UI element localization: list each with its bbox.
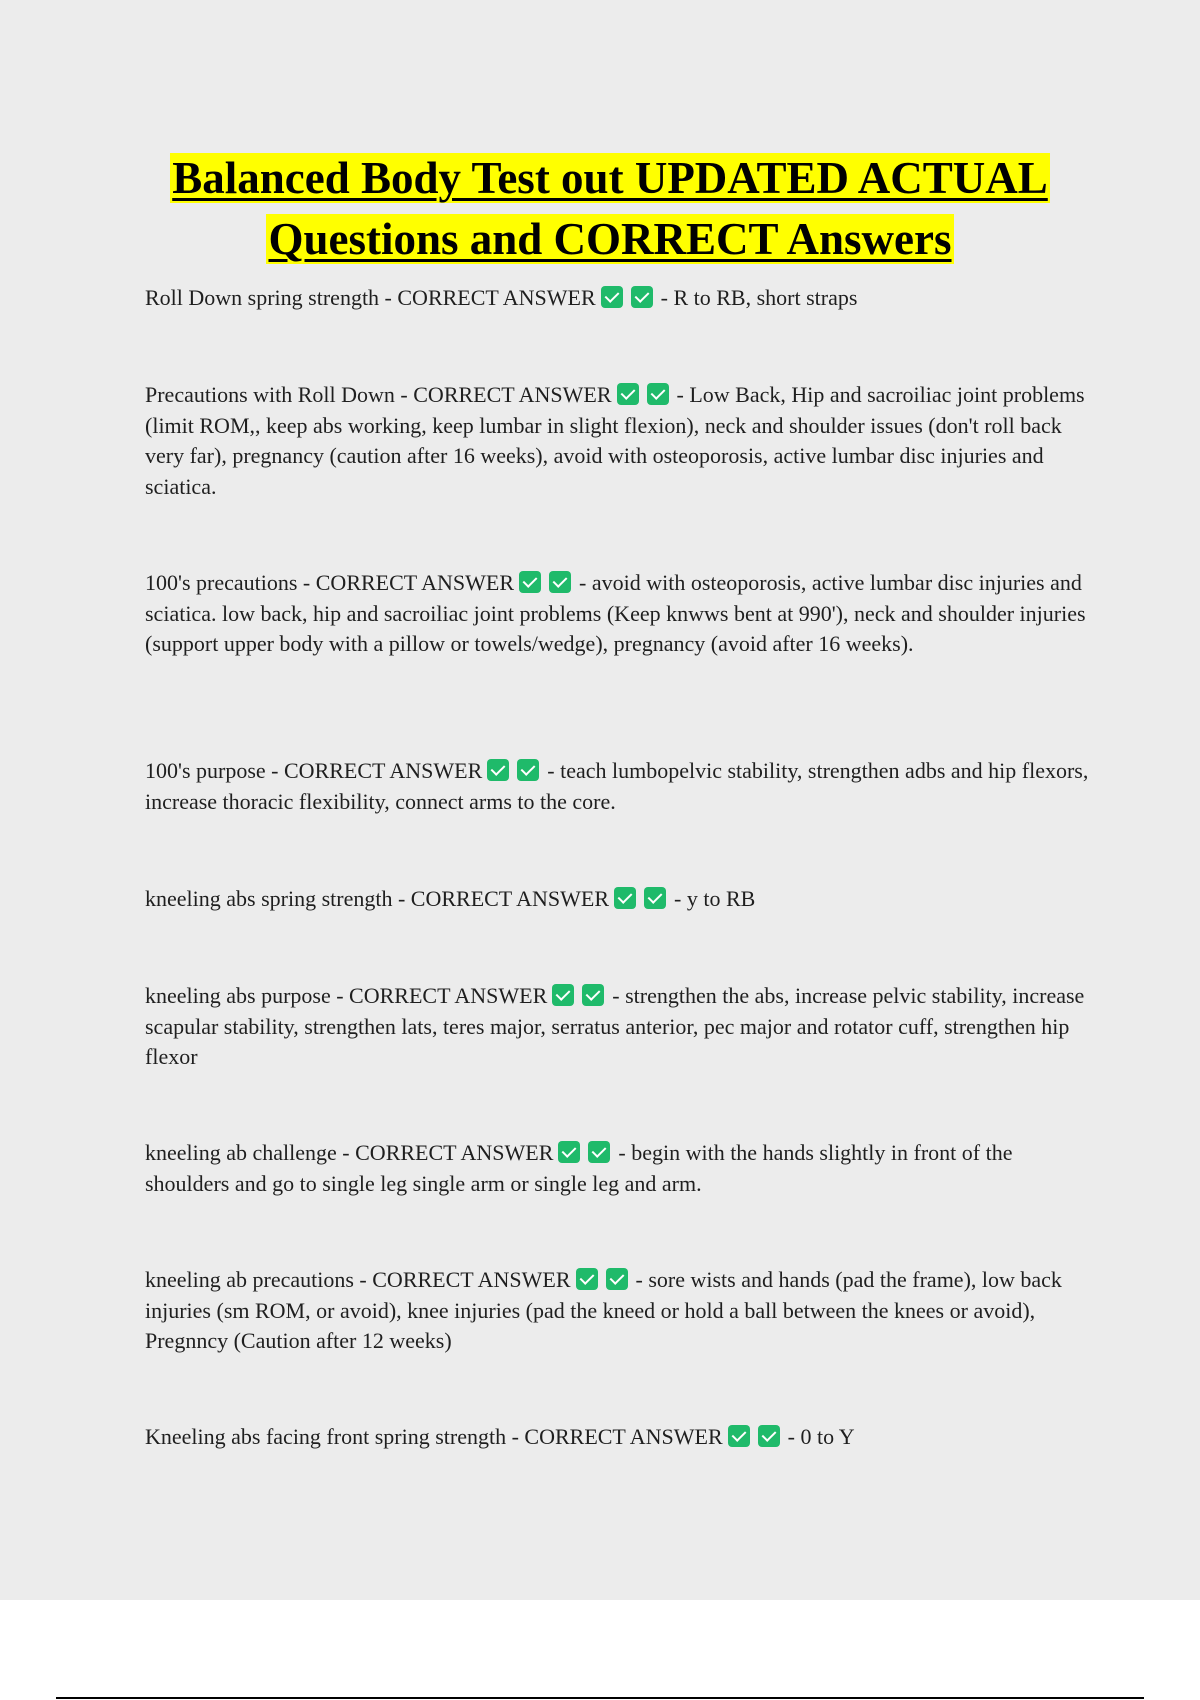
document-title: Balanced Body Test out UPDATED ACTUAL Questions and CORRECT Answers [172, 153, 1048, 264]
qa-item [145, 1265, 1090, 1357]
question-text: 100's purpose - CORRECT ANSWER [145, 758, 483, 783]
answer-text: - 0 to Y [787, 1424, 855, 1449]
check-mark-button-icon [558, 1141, 580, 1163]
check-mark-button-icon [617, 383, 639, 405]
check-mark-button-icon [519, 571, 541, 593]
qa-item [145, 283, 1090, 314]
answer-text: - begin with the hands slightly in front of the shoulders and go to single leg single arm or single leg and arm. [145, 1140, 1013, 1196]
question-text: 100's precautions - CORRECT ANSWER [145, 570, 514, 595]
qa-item [145, 981, 1090, 1073]
check-mark-button-icon [549, 571, 571, 593]
check-mark-button-icon [517, 759, 539, 781]
check-pair [617, 380, 677, 411]
qa-item [145, 568, 1090, 660]
question-text: Kneeling abs facing front spring strength - CORRECT ANSWER [145, 1424, 723, 1449]
check-mark-button-icon [582, 984, 604, 1006]
footer-rule [56, 1697, 1144, 1699]
title-block [130, 148, 1090, 270]
check-pair [558, 1138, 618, 1169]
qa-item [145, 756, 1090, 817]
check-mark-button-icon [606, 1268, 628, 1290]
check-pair [487, 756, 547, 787]
check-mark-button-icon [644, 887, 666, 909]
check-pair [552, 981, 612, 1012]
check-pair [728, 1422, 788, 1453]
check-pair [519, 568, 579, 599]
question-text: kneeling abs spring strength - CORRECT ANSWER [145, 886, 610, 911]
answer-text: - sore wists and hands (pad the frame), low back injuries (sm ROM, or avoid), knee injuries (pad the kneed or hold a ball between the knees or avoid), Pregnncy (Caution after 12 weeks) [145, 1267, 1062, 1353]
check-mark-button-icon [576, 1268, 598, 1290]
answer-text: - avoid with osteoporosis, active lumbar disc injuries and sciatica. low back, hip and sacroiliac joint problems (Keep knwws bent at 990'), neck and shoulder injuries (support upper body with a pillow or towels/wedge), pregnancy (avoid after 16 weeks). [145, 570, 1086, 656]
check-mark-button-icon [758, 1425, 780, 1447]
question-text: kneeling abs purpose - CORRECT ANSWER [145, 983, 548, 1008]
answer-text: - R to RB, short straps [660, 285, 858, 310]
answer-text: - teach lumbopelvic stability, strengthen adbs and hip flexors, increase thoracic flexibility, connect arms to the core. [145, 758, 1089, 814]
check-pair [601, 283, 661, 314]
check-mark-button-icon [487, 759, 509, 781]
check-pair [614, 884, 674, 915]
qa-item [145, 380, 1090, 502]
check-mark-button-icon [588, 1141, 610, 1163]
check-mark-button-icon [614, 887, 636, 909]
qa-item [145, 1138, 1090, 1199]
check-mark-button-icon [647, 383, 669, 405]
qa-item [145, 1422, 1090, 1453]
question-text: kneeling ab precautions - CORRECT ANSWER [145, 1267, 571, 1292]
question-text: Roll Down spring strength - CORRECT ANSWER [145, 285, 596, 310]
question-text: Precautions with Roll Down - CORRECT ANSWER [145, 382, 612, 407]
check-mark-button-icon [601, 286, 623, 308]
question-text: kneeling ab challenge - CORRECT ANSWER [145, 1140, 554, 1165]
answer-text: - strengthen the abs, increase pelvic stability, increase scapular stability, strengthen lats, teres major, serratus anterior, pec major and rotator cuff, strengthen hip flexor [145, 983, 1085, 1069]
check-mark-button-icon [552, 984, 574, 1006]
answer-text: - y to RB [674, 886, 756, 911]
check-mark-button-icon [728, 1425, 750, 1447]
check-mark-button-icon [631, 286, 653, 308]
qa-item [145, 884, 1090, 915]
check-pair [576, 1265, 636, 1296]
answer-text: - Low Back, Hip and sacroiliac joint problems (limit ROM,, keep abs working, keep lumbar in slight flexion), neck and shoulder issues (don't roll back very far), pregnancy (caution after 16 weeks), avoid with osteoporosis, active lumbar disc injuries and sciatica. [145, 382, 1085, 499]
